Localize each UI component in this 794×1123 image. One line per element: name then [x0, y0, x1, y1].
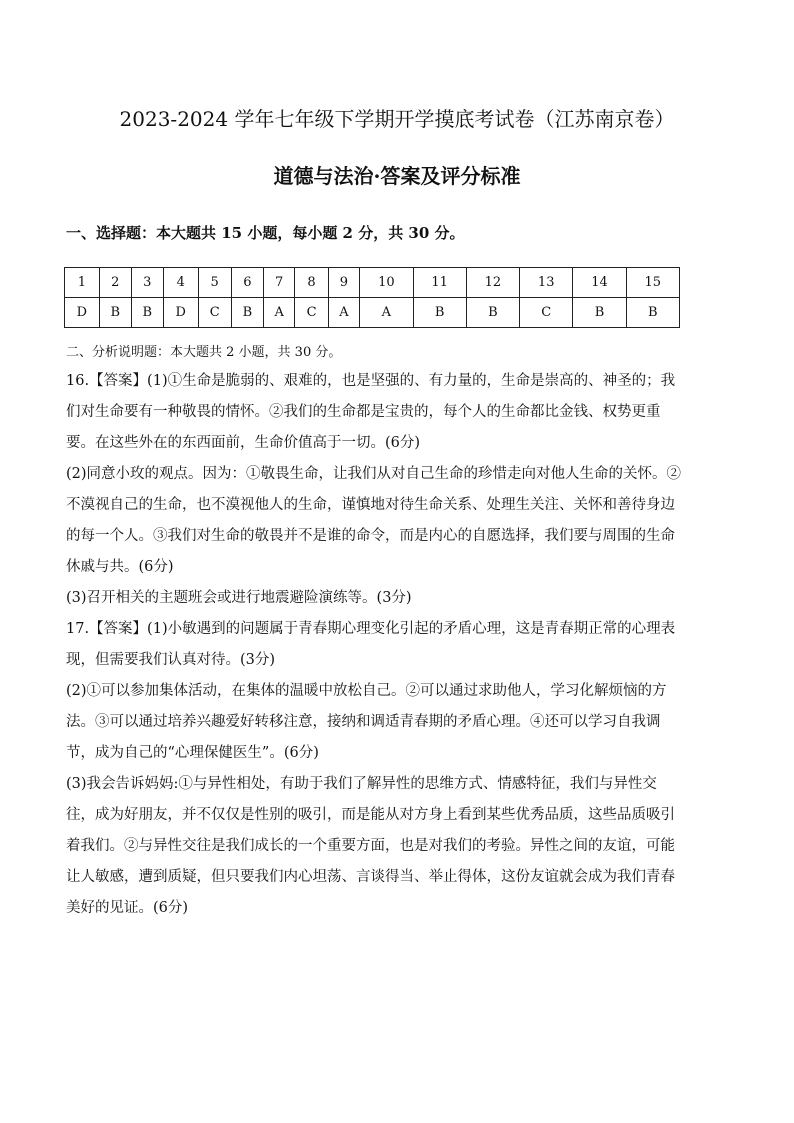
answer-number-cell: 10: [360, 268, 413, 298]
answer-key-cell: B: [413, 298, 466, 328]
answer-number-cell: 3: [131, 268, 163, 298]
answer-key-cell: A: [360, 298, 413, 328]
section2-heading: 二、分析说明题：本大题共 2 小题，共 30 分。: [66, 345, 342, 360]
answer-key-cell: B: [626, 298, 679, 328]
answer-number-cell: 7: [263, 268, 295, 298]
answer-number-cell: 14: [573, 268, 626, 298]
answer-paragraph-17-3: (3)我会告诉妈妈:①与异性相处，有助于我们了解异性的思维方式、情感特征，我们与异性交往，成为好朋友，并不仅仅是性别的吸引，而是能从对方身上看到某些优秀品质，这些品质吸引着我们。②与异性交往是我们成长的一个重要方面，也是对我们的考验。异性之间的友谊，可能让人敏感，遭到质疑，但只要我们内心坦荡、言谈得当、举止得体，这份友谊就会成为我们青春美好的见证。(6分): [66, 776, 675, 916]
answer-table: [64, 267, 680, 328]
answer-key-cell: D: [65, 298, 100, 328]
answer-paragraph-16-1: 16.【答案】(1)①生命是脆弱的、艰难的，也是坚强的、有力量的，生命是崇高的、神圣的；我们对生命要有一种敬畏的情怀。②我们的生命都是宝贵的，每个人的生命都比金钱、权势更重要。在这些外在的东西面前，生命价值高于一切。(6分): [66, 373, 676, 451]
answer-key-cell: A: [263, 298, 295, 328]
document-subtitle: 道德与法治·答案及评分标准: [273, 164, 521, 188]
answer-key-cell: C: [520, 298, 573, 328]
answer-key-cell: C: [295, 298, 328, 328]
document-title: 2023-2024 学年七年级下学期开学摸底考试卷（江苏南京卷）: [119, 107, 675, 131]
answer-number-cell: 2: [99, 268, 131, 298]
answer-key-cell: A: [328, 298, 360, 328]
answer-key-cell: B: [131, 298, 163, 328]
answer-paragraph-16-2: (2)同意小玫的观点。因为：①敬畏生命，让我们从对自己生命的珍惜走向对他人生命的关怀。②不漠视自己的生命，也不漠视他人的生命，谨慎地对待生命关系、处理生关注、关怀和善待身边的每一个人。③我们对生命的敬畏并不是谁的命令，而是内心的自愿选择，我们要与周围的生命休戚与共。(6分): [66, 466, 682, 575]
answer-number-cell: 5: [198, 268, 231, 298]
answer-number-cell: 13: [520, 268, 573, 298]
answer-number-cell: 8: [295, 268, 328, 298]
answer-number-cell: 6: [231, 268, 263, 298]
answer-key-cell: B: [99, 298, 131, 328]
answer-number-cell: 1: [65, 268, 100, 298]
answer-key-row: [65, 298, 680, 328]
answer-key-cell: B: [231, 298, 263, 328]
answer-number-cell: 12: [466, 268, 519, 298]
answer-number-cell: 15: [626, 268, 679, 298]
answer-key-cell: B: [573, 298, 626, 328]
answer-number-cell: 4: [163, 268, 198, 298]
answer-key-cell: D: [163, 298, 198, 328]
answer-body: [66, 366, 684, 924]
answer-number-row: [65, 268, 680, 298]
answer-paragraph-17-1: 17.【答案】(1)小敏遇到的问题属于青春期心理变化引起的矛盾心理，这是青春期正常的心理表现，但需要我们认真对待。(3分): [66, 621, 676, 668]
answer-number-cell: 9: [328, 268, 360, 298]
answer-paragraph-16-3: (3)召开相关的主题班会或进行地震避险演练等。(3分): [66, 590, 412, 606]
section1-heading: 一、选择题：本大题共 15 小题，每小题 2 分，共 30 分。: [66, 224, 465, 242]
answer-number-cell: 11: [413, 268, 466, 298]
answer-key-cell: B: [466, 298, 519, 328]
answer-paragraph-17-2: (2)①可以参加集体活动，在集体的温暖中放松自己。②可以通过求助他人，学习化解烦恼的方法。③可以通过培养兴趣爱好转移注意，接纳和调适青春期的矛盾心理。④还可以学习自我调节，成为自己的“心理保健医生”。(6分): [66, 683, 667, 761]
answer-key-cell: C: [198, 298, 231, 328]
